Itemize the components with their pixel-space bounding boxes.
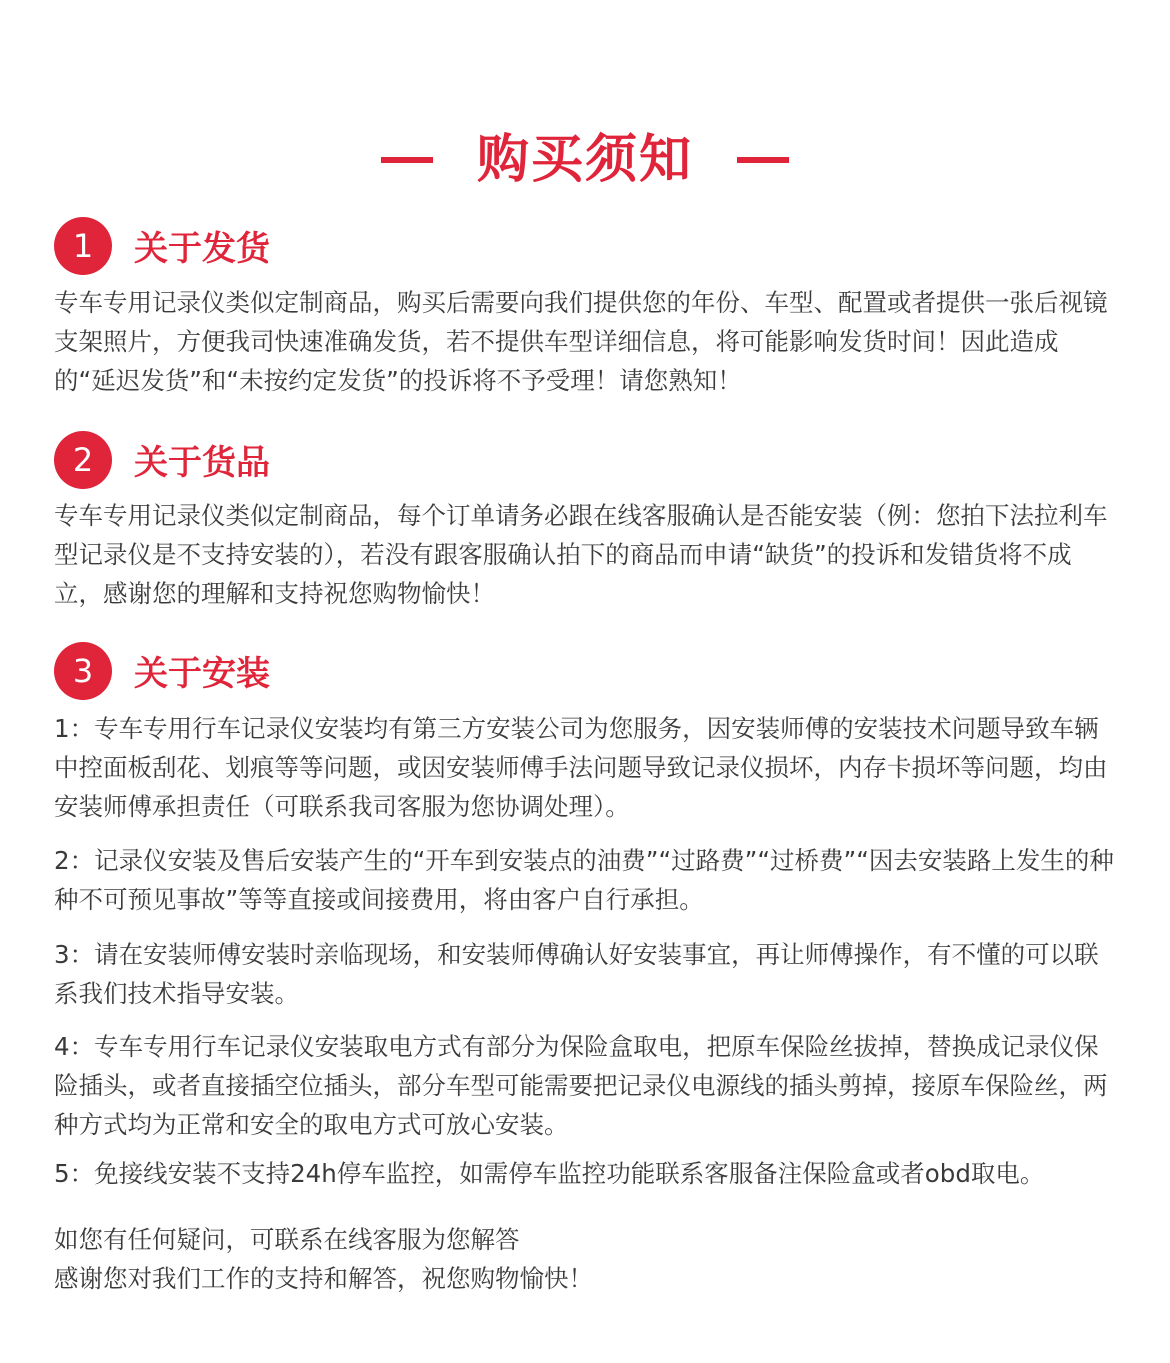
section-goods-header: [54, 430, 270, 490]
section-number-badge: 2: [54, 431, 112, 489]
title-left-dash: [381, 157, 433, 163]
section-title: 关于安装: [134, 654, 270, 694]
section-number-badge: 3: [54, 642, 112, 700]
section-number-badge: 1: [54, 217, 112, 275]
section-goods-text: 专车专用记录仪类似定制商品，每个订单请务必跟在线客服确认是否能安装（例：您拍下法拉利车型记录仪是不支持安装的），若没有跟客服确认拍下的商品而申请“缺货”的投诉和发错货将不成立，感谢您的理解和支持祝您购物愉快！: [54, 501, 1108, 608]
section-title: 关于发货: [134, 229, 270, 269]
installation-item-4: 4：专车专用行车记录仪安装取电方式有部分为保险盒取电，把原车保险丝拔掉，替换成记录仪保险插头，或者直接插空位插头，部分车型可能需要把记录仪电源线的插头剪掉，接原车保险丝，两种方式均为正常和安全的取电方式可放心安装。: [54, 1032, 1108, 1139]
installation-item-5: 5：免接线安装不支持24h停车监控，如需停车监控功能联系客服备注保险盒或者obd取电。: [54, 1159, 1045, 1188]
title-right-dash: [737, 157, 789, 163]
section-shipping-header: [54, 216, 270, 276]
section-title: 关于货品: [134, 443, 270, 483]
installation-item-1: 1：专车专用行车记录仪安装均有第三方安装公司为您服务，因安装师傅的安装技术问题导致车辆中控面板刮花、划痕等等问题，或因安装师傅手法问题导致记录仪损坏，内存卡损坏等问题，均由安装师傅承担责任（可联系我司客服为您协调处理）。: [54, 714, 1108, 821]
installation-item-2: 2：记录仪安装及售后安装产生的“开车到安装点的油费”“过路费”“过桥费”“因去安装路上发生的种种不可预见事故”等等直接或间接费用，将由客户自行承担。: [54, 846, 1114, 914]
section-shipping-text: 专车专用记录仪类似定制商品，购买后需要向我们提供您的年份、车型、配置或者提供一张后视镜支架照片，方便我司快速准确发货，若不提供车型详细信息，将可能影响发货时间！因此造成的“延迟发货”和“未按约定发货”的投诉将不予受理！请您熟知！: [54, 288, 1108, 395]
page-title-row: [0, 128, 1170, 192]
installation-item-3: 3：请在安装师傅安装时亲临现场，和安装师傅确认好安装事宜，再让师傅操作，有不懂的可以联系我们技术指导安装。: [54, 940, 1099, 1008]
page-title: 购买须知: [476, 130, 693, 190]
footer-thanks-line: 感谢您对我们工作的支持和解答，祝您购物愉快！: [54, 1264, 593, 1293]
section-installation-header: [54, 641, 270, 701]
footer-contact-line: 如您有任何疑问，可联系在线客服为您解答: [54, 1225, 520, 1254]
